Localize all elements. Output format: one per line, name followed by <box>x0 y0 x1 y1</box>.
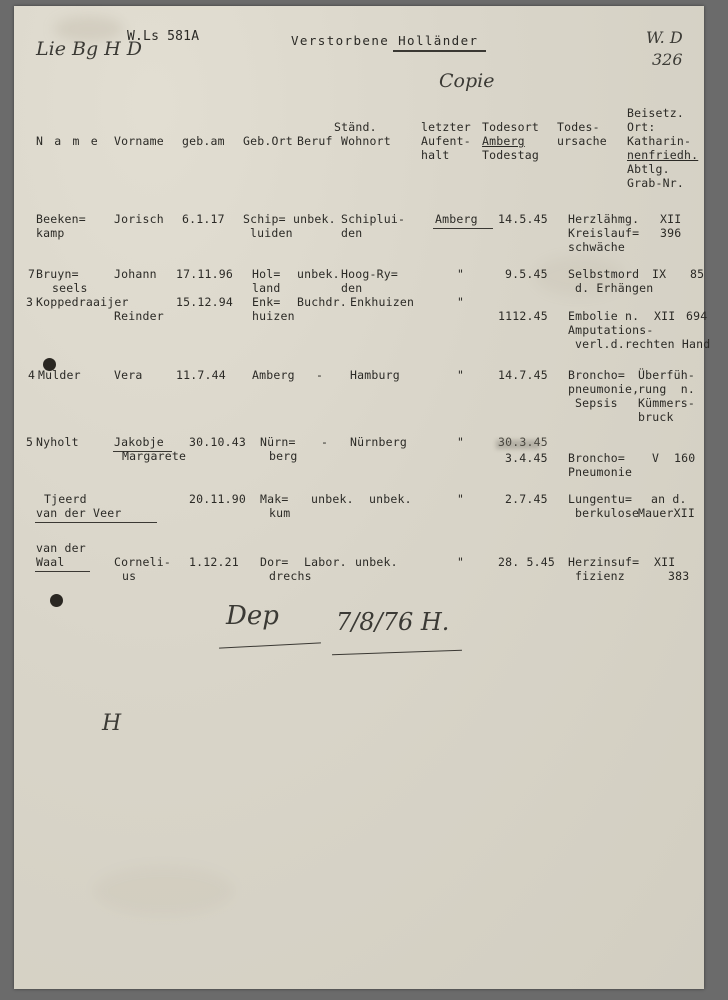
table-row-4-ursache-line1: Broncho= <box>568 368 625 382</box>
table-row-2-ursache-line2: d. Erhängen <box>575 281 654 295</box>
header-aufenthalt-line3: Aufent- <box>421 134 471 148</box>
table-row-7-vorname-line1: Corneli- <box>114 555 171 569</box>
header-beruf: Beruf <box>297 134 333 148</box>
table-row-1-geb-am: 6.1.17 <box>182 212 225 226</box>
table-row-5-geb-am: 30.10.43 <box>189 435 246 449</box>
table-row-1-geb-ort-line1: Schip= <box>243 212 286 226</box>
header-beisetzung-line6: Grab-Nr. <box>627 176 684 190</box>
table-row-2-ursache-line1: Selbstmord <box>568 267 640 281</box>
table-row-2-vorname: Johann <box>114 267 157 281</box>
table-row-6-beruf: unbek. <box>311 492 354 506</box>
header-wohnort: Wohnort <box>341 134 391 148</box>
table-row-2-beruf: unbek. <box>297 267 340 281</box>
table-row-1-name-line1: Beeken= <box>36 212 86 226</box>
table-row-1-wohnort-line2: den <box>341 226 363 240</box>
table-row-7-name-line2: Waal <box>36 555 65 569</box>
table-row-2-name-line1: Bruyn= <box>36 267 79 281</box>
top-left-stamp: W.Ls 581A <box>127 29 200 44</box>
table-row-4-ursache-line2: pneumonie, <box>568 382 640 396</box>
table-row-7-vorname-line2: us <box>122 569 137 583</box>
table-row-6-ursache-line2: berkulose <box>575 506 640 520</box>
header-vorname: Vorname <box>114 134 164 148</box>
header-todestag: Todestag <box>482 148 539 162</box>
paper-sheet <box>14 6 711 989</box>
table-row-6-geb-am: 20.11.90 <box>189 492 246 506</box>
table-row-5-aufenthalt: " <box>457 435 465 449</box>
table-row-5-todestag: 3.4.45 <box>505 451 548 465</box>
table-row-7-ursache-line2: fizienz <box>575 569 625 583</box>
table-row-7-todestag: 28. 5.45 <box>498 555 555 569</box>
table-row-4-abtlg-line3: Kümmers- <box>638 396 695 410</box>
table-row-4-beruf: - <box>316 368 324 382</box>
strikethrough-mark <box>496 440 540 449</box>
table-row-5-geb-ort-line1: Nürn= <box>260 435 296 449</box>
table-row-1-name-line2: kamp <box>36 226 65 240</box>
table-row-7-ursache-line1: Herzinsuf= <box>568 555 640 569</box>
bottom-handwriting-right-underline <box>332 650 462 656</box>
table-row-3-geb-ort-line2: huizen <box>252 309 295 323</box>
bottom-handwriting-left: Dep <box>226 601 279 631</box>
table-row-6-ursache-line1: Lungentu= <box>568 492 633 506</box>
table-row-2-todestag: 9.5.45 <box>505 267 548 281</box>
table-row-3-index: 3 <box>26 295 34 309</box>
table-row-6-name-line1: Tjeerd <box>44 492 87 506</box>
table-row-5-index: 5 <box>26 435 34 449</box>
table-row-3-name-line1: Koppedraaijer <box>36 295 129 309</box>
table-row-3-abtlg: XII <box>654 309 676 323</box>
table-row-4-ursache-line3: Sepsis <box>575 396 618 410</box>
copy-mark-handwriting: Copie <box>439 70 495 92</box>
table-row-1-aufenthalt-underline <box>433 228 493 229</box>
table-row-2-geb-am: 17.11.96 <box>176 267 233 281</box>
table-row-5-beruf: - <box>321 435 329 449</box>
table-row-3-wohnort-line1: Enkhuizen <box>350 295 415 309</box>
table-row-5-ursache-line2: Pneumonie <box>568 465 633 479</box>
table-row-5-geb-ort-line2: berg <box>269 449 298 463</box>
header-name: N a m e <box>36 134 100 148</box>
table-row-5-vorname-line1: Jakobje <box>114 435 164 449</box>
table-row-7-name-underline <box>35 571 90 572</box>
bottom-handwriting-right: 7/8/76 H. <box>336 608 450 636</box>
header-beisetzung-line3: Katharin- <box>627 134 692 148</box>
table-row-1-todestag: 14.5.45 <box>498 212 548 226</box>
table-row-3-aufenthalt: " <box>457 295 465 309</box>
top-right-handwriting-1: W. D <box>646 28 683 47</box>
table-row-4-abtlg-line4: bruck <box>638 410 674 424</box>
table-row-7-aufenthalt: " <box>457 555 465 569</box>
table-row-5-todestag-struck: 30.3.45 <box>498 435 548 449</box>
table-row-3-geb-ort-line1: Enk= <box>252 295 281 309</box>
header-todesort-amberg: Amberg <box>482 134 525 148</box>
table-row-6-aufenthalt: " <box>457 492 465 506</box>
table-row-7-name-line1: van der <box>36 541 86 555</box>
header-todesort-line1: Todesort <box>482 120 539 134</box>
table-row-6-wohnort: unbek. <box>369 492 412 506</box>
table-row-4-index: 4 <box>28 368 36 382</box>
table-row-7-wohnort: unbek. <box>355 555 398 569</box>
table-row-5-name-line1: Nyholt <box>36 435 79 449</box>
table-row-6-name-underline <box>35 522 157 523</box>
header-stand-line2: letzter <box>421 120 471 134</box>
table-row-5-vorname-line2: Margarete <box>122 449 187 463</box>
header-stand-line1: Ständ. <box>334 120 377 134</box>
table-row-5-abtlg: V <box>652 451 660 465</box>
header-beisetzung-line4: nenfriedh. <box>627 148 699 162</box>
table-row-2-index: 7 <box>28 267 36 281</box>
table-row-6-abtlg-line1: an d. <box>651 492 687 506</box>
table-row-5-grab: 160 <box>674 451 696 465</box>
table-row-7-geb-am: 1.12.21 <box>189 555 239 569</box>
table-row-4-geb-ort: Amberg <box>252 368 295 382</box>
header-beisetzung-line2: Ort: <box>627 120 656 134</box>
top-right-handwriting-2: 326 <box>652 50 683 69</box>
table-row-4-name-line1: Mulder <box>38 368 81 382</box>
top-left-handwriting: Lie Bg H D <box>36 38 142 60</box>
table-row-6-name-line2: van der Veer <box>36 506 122 520</box>
table-row-4-abtlg-line1: Überfüh- <box>638 368 695 382</box>
table-row-6-geb-ort-line2: kum <box>269 506 291 520</box>
table-row-2-aufenthalt: " <box>457 267 465 281</box>
table-row-3-grab: 694 <box>686 309 708 323</box>
table-row-1-beruf: unbek. <box>293 212 336 226</box>
table-row-3-name-line2: Reinder <box>114 309 164 323</box>
table-row-7-beruf: Labor. <box>304 555 347 569</box>
header-geb-ort: Geb.Ort <box>243 134 293 148</box>
table-row-1-ursache-line1: Herzlähmg. <box>568 212 640 226</box>
bottom-handwriting-mark: H <box>102 711 122 736</box>
table-row-4-vorname: Vera <box>114 368 143 382</box>
table-row-3-geb-am: 15.12.94 <box>176 295 233 309</box>
table-row-6-todestag: 2.7.45 <box>505 492 548 506</box>
header-aufenthalt-line4: halt <box>421 148 450 162</box>
table-row-1-geb-ort-line2: luiden <box>250 226 293 240</box>
table-row-2-abtlg: IX <box>652 267 667 281</box>
table-row-2-wohnort-line2: den <box>341 281 363 295</box>
table-row-6-geb-ort-line1: Mak= <box>260 492 289 506</box>
table-row-4-geb-am: 11.7.44 <box>176 368 226 382</box>
table-row-1-aufenthalt: Amberg <box>435 212 478 226</box>
table-row-4-wohnort: Hamburg <box>350 368 400 382</box>
table-row-3-ursache-line2: Amputations- <box>568 323 654 337</box>
table-row-3-beruf: Buchdr. <box>297 295 347 309</box>
table-row-1-vorname: Jorisch <box>114 212 164 226</box>
table-row-7-abtlg: XII <box>654 555 676 569</box>
table-row-4-todestag: 14.7.45 <box>498 368 548 382</box>
table-row-5-wohnort: Nürnberg <box>350 435 407 449</box>
table-row-1-grab: 396 <box>660 226 682 240</box>
table-row-5-ursache-line1: Broncho= <box>568 451 625 465</box>
header-todesursache-line2: ursache <box>557 134 607 148</box>
table-row-2-geb-ort-line1: Hol= <box>252 267 281 281</box>
header-beisetzung-line5: Abtlg. <box>627 162 670 176</box>
table-row-3-todestag: 1112.45 <box>498 309 548 323</box>
table-row-1-ursache-line2: Kreislauf= <box>568 226 640 240</box>
table-row-1-ursache-line3: schwäche <box>568 240 625 254</box>
table-row-6-abtlg-line2: MauerXII <box>638 506 695 520</box>
title-underline <box>393 50 486 52</box>
table-row-7-geb-ort-line2: drechs <box>269 569 312 583</box>
header-todesursache-line1: Todes- <box>557 120 600 134</box>
table-row-1-wohnort-line1: Schiplui- <box>341 212 406 226</box>
table-row-3-ursache-line1: Embolie n. <box>568 309 640 323</box>
table-row-4-aufenthalt: " <box>457 368 465 382</box>
paper-stain <box>94 866 234 916</box>
table-row-2-geb-ort-line2: land <box>252 281 281 295</box>
table-row-2-name-line2: seels <box>52 281 88 295</box>
table-row-2-grab: 85 <box>690 267 705 281</box>
table-row-7-grab: 383 <box>668 569 690 583</box>
table-row-2-wohnort-line1: Hoog-Ry= <box>341 267 398 281</box>
bottom-handwriting-left-underline <box>219 642 321 648</box>
header-beisetzung-line1: Beisetz. <box>627 106 684 120</box>
header-geb-am: geb.am <box>182 134 225 148</box>
table-row-3-ursache-line3: verl.d.rechten Hand <box>575 337 711 351</box>
punch-hole <box>50 594 63 607</box>
page-title: Verstorbene Holländer <box>291 33 479 48</box>
table-row-4-abtlg-line2: rung n. <box>638 382 695 396</box>
table-row-1-abtlg: XII <box>660 212 682 226</box>
table-row-7-geb-ort-line1: Dor= <box>260 555 289 569</box>
